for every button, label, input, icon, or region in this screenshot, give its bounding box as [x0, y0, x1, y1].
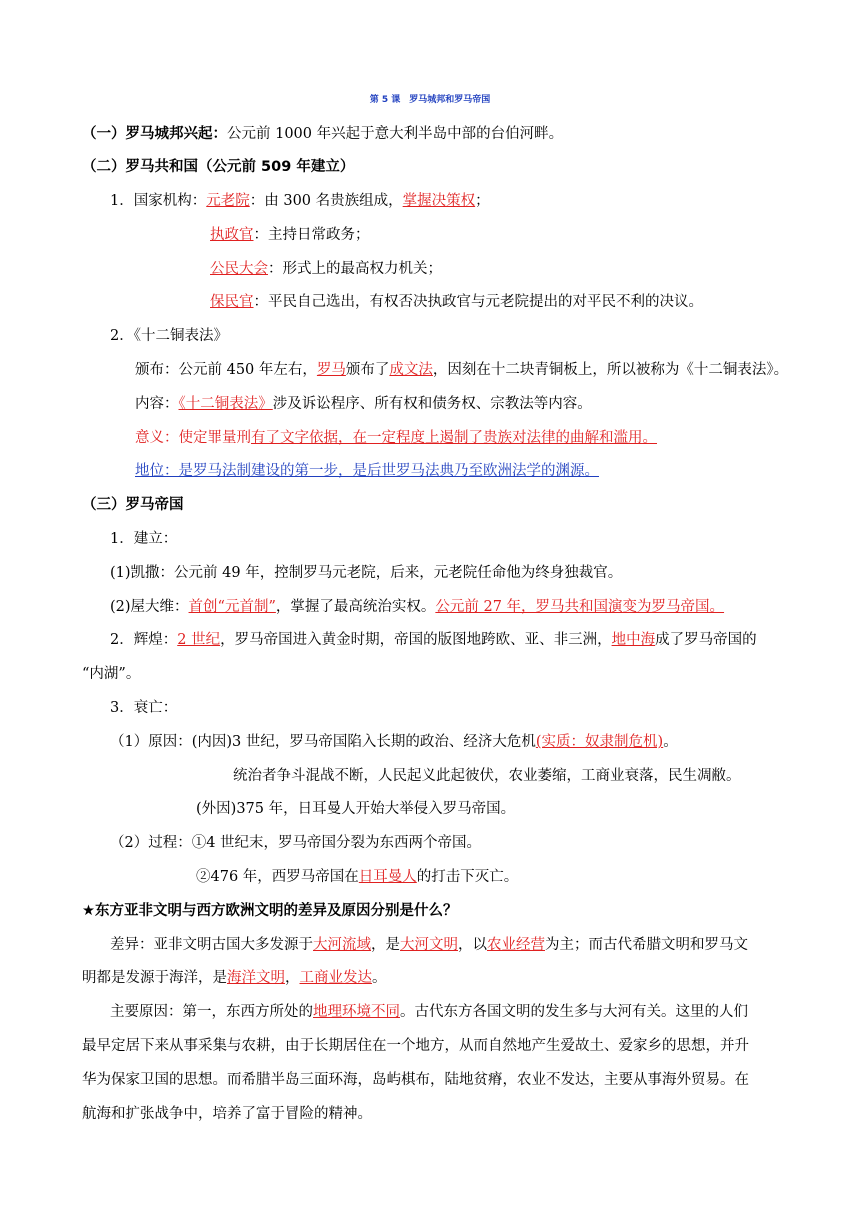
establish-label: 1．建立：	[110, 531, 178, 547]
keypoint: 日耳曼人	[358, 869, 417, 885]
law-content	[135, 394, 592, 414]
law-issue	[135, 360, 788, 380]
caesar-line: (1)凯撒：公元前 49 年，控制罗马元老院，后来，元老院任命他为终身独裁官。	[110, 565, 623, 581]
keypoint: 大河文明	[400, 937, 458, 953]
text-span: ，罗马帝国进入黄金时期，帝国的版图地跨欧、亚、非三洲，	[220, 632, 612, 648]
section-1-heading: （一）罗马城邦兴起：	[82, 126, 227, 142]
reason-line-2: 最早定居下来从事采集与农耕，由于长期居住在一个地方，从而自然地产生爱故土、爱家乡的思想，并升	[82, 1038, 749, 1054]
diff-line-1	[110, 935, 748, 955]
text-span: ②476 年，西罗马帝国在	[196, 869, 359, 885]
keypoint: (实质：奴隶制危机)	[535, 734, 664, 750]
text-span: 涉及诉讼程序、所有权和债务权、宗教法等内容。	[272, 396, 592, 412]
organ-desc-end: ；	[475, 193, 490, 209]
keypoint: 海洋文明	[227, 970, 285, 986]
text-span: 颁布：公元前 450 年左右，	[135, 362, 317, 378]
item-1-label: 1．国家机构：	[110, 193, 207, 209]
organ-senate	[110, 191, 490, 211]
keypoint: 2 世纪	[177, 632, 221, 648]
section-1	[82, 124, 563, 144]
text-span: 内容：	[135, 396, 179, 412]
organ-name: 公民大会	[210, 261, 268, 277]
text-span: 。	[372, 970, 387, 986]
text-span: 。古代东方各国文明的发生多与大河有关。这里的人们	[400, 1004, 748, 1020]
glory-line	[110, 630, 757, 650]
process-1: （2）过程：①4 世纪末，罗马帝国分裂为东西两个帝国。	[110, 835, 482, 851]
cause-external: (外因)375 年，日耳曼人开始大举侵入罗马帝国。	[196, 801, 516, 817]
text-span: ，	[285, 970, 300, 986]
keypoint: 公元前 27 年，罗马共和国演变为罗马帝国。	[435, 599, 725, 615]
keypoint: 农业经营	[487, 937, 545, 953]
organ-name: 保民官	[210, 294, 254, 310]
cause-internal-detail: 统治者争斗混战不断，人民起义此起彼伏，农业萎缩，工商业衰落，民生凋敝。	[233, 768, 741, 784]
keypoint: 罗马	[316, 362, 346, 378]
text-span: 明都是发源于海洋，是	[82, 970, 227, 986]
star-question: ★东方亚非文明与西方欧洲文明的差异及原因分别是什么？	[82, 903, 458, 919]
keypoint: 地中海	[611, 632, 656, 648]
text-span: (2)屋大维：	[110, 599, 189, 615]
keypoint: 首创“元首制”	[188, 599, 276, 615]
reason-line-4: 航海和扩张战争中，培养了富于冒险的精神。	[82, 1106, 372, 1122]
organ-name: 元老院	[206, 193, 250, 209]
section-2-heading: （二）罗马共和国（公元前 509 年建立）	[82, 159, 355, 175]
text-span: 成了罗马帝国的	[655, 632, 757, 648]
text-span: 。	[663, 734, 678, 750]
cause-internal	[110, 732, 678, 752]
process-2	[196, 867, 518, 887]
section-3-heading: （三）罗马帝国	[82, 497, 184, 513]
reason-line-1	[110, 1002, 748, 1022]
text-span: 为主；而古代希腊文明和罗马文	[545, 937, 748, 953]
organ-keypoint: 掌握决策权	[402, 193, 476, 209]
diff-line-2	[82, 968, 387, 988]
organ-desc: ：形式上的最高权力机关；	[268, 261, 442, 277]
organ-tribune	[210, 292, 703, 312]
text-span: 主要原因：第一，东西方所处的	[110, 1004, 313, 1020]
item-2-label: 2．《十二铜表法》	[110, 328, 228, 344]
text-span: ，掌握了最高统治实权。	[275, 599, 436, 615]
text-span: ，因刻在十二块青铜板上，所以被称为《十二铜表法》。	[432, 362, 789, 378]
keypoint: 有了文字依据，在一定程度上遏制了贵族对法律的曲解和滥用。	[251, 430, 657, 446]
text-span: ，是	[371, 937, 400, 953]
text-span: 颁布了	[345, 362, 390, 378]
decline-label: 3．衰亡：	[110, 700, 178, 716]
octavian-line	[110, 597, 724, 617]
reason-line-3: 华为保家卫国的思想。而希腊半岛三面环海，岛屿棋布，陆地贫瘠，农业不发达，主要从事海外贸易。在	[82, 1072, 749, 1088]
text-span: ，以	[458, 937, 487, 953]
text-span: 2．辉煌：	[110, 632, 178, 648]
text-span: （1）原因：(内因)3 世纪，罗马帝国陷入长期的政治、经济大危机	[110, 734, 536, 750]
keypoint: 地位：是罗马法制建设的第一步，是后世罗马法典乃至欧洲法学的渊源。	[135, 463, 599, 479]
keypoint: 《十二铜表法》	[178, 396, 273, 412]
organ-desc: ：由 300 名贵族组成，	[249, 193, 403, 209]
organ-desc: ：主持日常政务；	[253, 227, 370, 243]
keypoint: 成文法	[389, 362, 433, 378]
glory-line-cont: “内湖”。	[82, 666, 141, 682]
section-1-text: 公元前 1000 年兴起于意大利半岛中部的台伯河畔。	[227, 126, 564, 142]
keypoint: 地理环境不同	[313, 1004, 400, 1020]
organ-name: 执政官	[210, 227, 254, 243]
organ-assembly	[210, 259, 442, 279]
law-meaning	[135, 428, 657, 448]
keypoint: 大河流域	[313, 937, 371, 953]
law-status	[135, 461, 599, 481]
text-span: 差异：亚非文明古国大多发源于	[110, 937, 313, 953]
organ-desc: ：平民自己选出，有权否决执政官与元老院提出的对平民不利的决议。	[253, 294, 703, 310]
keypoint: 工商业发达	[299, 970, 372, 986]
text-span: 的打击下灭亡。	[416, 869, 519, 885]
text-span: 意义：使定罪量刑	[135, 430, 251, 446]
page-title: 第 5 课 罗马城邦和罗马帝国	[369, 95, 491, 105]
organ-consul	[210, 225, 370, 245]
